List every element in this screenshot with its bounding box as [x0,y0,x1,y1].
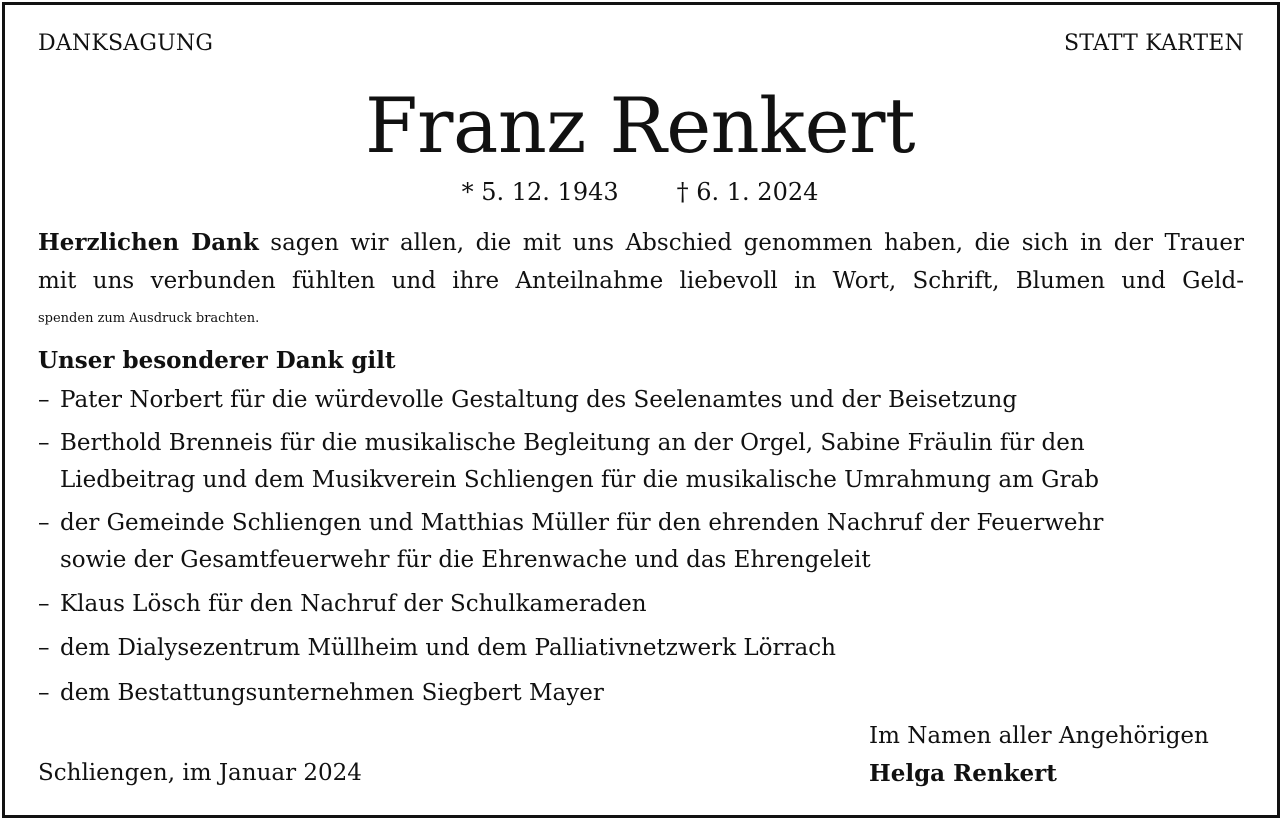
list-dash: – [38,635,50,661]
list-item-line: Klaus Lösch für den Nachruf der Schulkameraden [60,591,647,617]
birth-date: * 5. 12. 1943 [461,178,619,206]
closing-phrase: Im Namen aller Angehörigen [869,723,1209,749]
list-item [38,382,1017,419]
special-thanks-heading: Unser besonderer Dank gilt [38,347,396,374]
intro-line-2: mit uns verbunden fühlten und ihre Anteilnahme liebevoll in Wort, Schrift, Blumen und Geld- [38,268,1244,294]
intro-line-3: spenden zum Ausdruck brachten. [38,311,260,326]
list-item [38,505,1103,579]
deceased-name: Franz Renkert [364,81,916,170]
list-item [38,630,836,667]
list-item-line: Liedbeitrag und dem Musikverein Schliengen für die musikalische Umrahmung am Grab [60,467,1099,493]
list-dash: – [38,591,50,617]
list-item [38,425,1099,499]
place-and-date: Schliengen, im Januar 2024 [38,760,362,786]
list-dash: – [38,387,50,413]
list-item-line: Berthold Brenneis für die musikalische Begleitung an der Orgel, Sabine Fräulin für den [60,430,1085,456]
list-item-line: sowie der Gesamtfeuerwehr für die Ehrenwache und das Ehrengeleit [60,547,871,573]
list-item [38,675,604,712]
notice-type-label: DANKSAGUNG [38,31,214,56]
list-dash: – [38,510,50,536]
instead-of-cards-label: STATT KARTEN [1064,31,1244,56]
list-item-line: dem Bestattungsunternehmen Siegbert Mayer [60,680,604,706]
intro-line-1 [38,224,1244,262]
list-dash: – [38,430,50,456]
intro-line-1-rest: sagen wir allen, die mit uns Abschied genommen haben, die sich in der Trauer [258,230,1244,256]
life-dates [0,178,1280,206]
signer-name: Helga Renkert [869,760,1057,787]
intro-bold-lead: Herzlichen Dank [38,229,259,256]
list-item-line: Pater Norbert für die würdevolle Gestaltung des Seelenamtes und der Beisetzung [60,387,1018,413]
list-item [38,586,647,623]
list-item-line: der Gemeinde Schliengen und Matthias Müller für den ehrenden Nachruf der Feuerwehr [60,510,1104,536]
intro-paragraph [38,224,1244,338]
death-date: † 6. 1. 2024 [676,178,819,206]
list-dash: – [38,680,50,706]
list-item-line: dem Dialysezentrum Müllheim und dem Palliativnetzwerk Lörrach [60,635,836,661]
